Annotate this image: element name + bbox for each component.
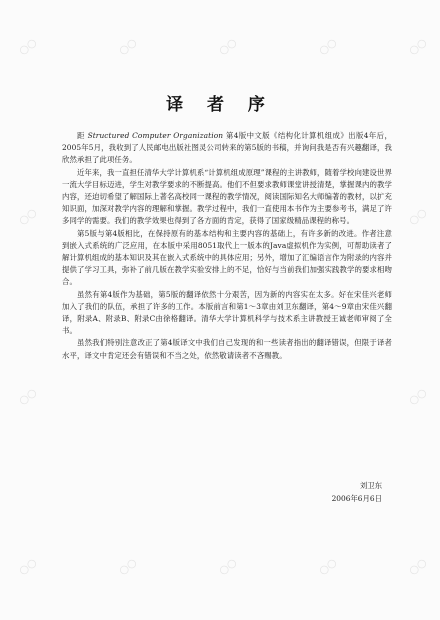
paragraph-4: 虽然有第4版作为基础，第5版的翻译依然十分艰苦，因为新的内容实在太多。好在宋佳兴老师加入了我们的队伍，承担了许多的工作。本版前言和第1～3章由刘卫东翻译，第4～9章由宋佳兴翻译，附录A、附录B、附录C由徐格翻译。清华大学计算机科学与技术系主讲教授王诚老师审阅了全书。 [62,289,392,336]
watermark-mark: ○○ [406,205,430,228]
signature-date: 2006年6月6日 [331,494,382,503]
watermark-mark: ○○ [116,555,140,578]
watermark-mark: ○○ [216,35,240,58]
paragraph-1 [62,130,392,167]
watermark-mark: ○○ [406,385,430,408]
paragraph-2: 近年来，我一直担任清华大学计算机系“计算机组成原理”课程的主讲教师，随着学校向建设世界一流大学目标迈进，学生对教学要求的不断提高。他们不但要求教师课堂讲授清楚，掌握课内的教学内容，还迫切希望了解国际上著名高校同一课程的教学情况，阅读国际知名大师编著的教材，以扩充知识面，加深对教学内容的理解和掌握。教学过程中，我们一直使用本书作为主要参考书，满足了许多同学的需要。我们的教学效果也得到了各方面的肯定，获得了国家级精品课程的称号。 [62,167,392,226]
watermark-mark: ○○ [316,35,340,58]
watermark-mark: ○○ [16,555,40,578]
book-title-italic: Structured Computer Organization [87,131,224,140]
watermark-mark: ○○ [116,35,140,58]
paragraph-5: 虽然我们特别注意改正了第4版译文中我们自己发现的和一些读者指出的翻译错误，但限于译者水平，译文中肯定还会有错误和不当之处，依然敬请读者不吝赐教。 [62,338,392,360]
paragraph-3: 第5版与第4版相比，在保持原有的基本结构和主要内容的基础上，有许多新的改进。作者注意到嵌入式系统的广泛应用，在本版中采用8051取代上一版本的Java虚拟机作为实例，可帮助读者了解计算机组成的基本知识及其在嵌入式系统中的具体应用；另外，增加了汇编语言作为附录的内容并提供了学习工具，弥补了前几版在教学实验安排上的不足，恰好与当前我们加强实践教学的要求相吻合。 [62,228,392,287]
preface-body [62,130,392,362]
watermark-mark: ○○ [316,555,340,578]
watermark-mark: ○○ [216,555,240,578]
watermark-mark: ○○ [16,205,40,228]
watermark-mark: ○○ [16,385,40,408]
watermark-mark: ○○ [16,35,40,58]
signature-name: 刘卫东 [359,481,382,490]
watermark-mark: ○○ [406,555,430,578]
watermark-mark: ○○ [406,35,430,58]
paragraph-1-pre: 距 [77,131,88,140]
paragraph-1-post: 第4版中文版《结构化计算机组成》出版4年后，2005年5月，我收到了人民邮电出版社图灵公司转来的第5版的书稿，并询问我是否有兴趣翻译，我欣然承担了此项任务。 [62,131,392,165]
page-title: 译 者 序 [166,95,274,115]
